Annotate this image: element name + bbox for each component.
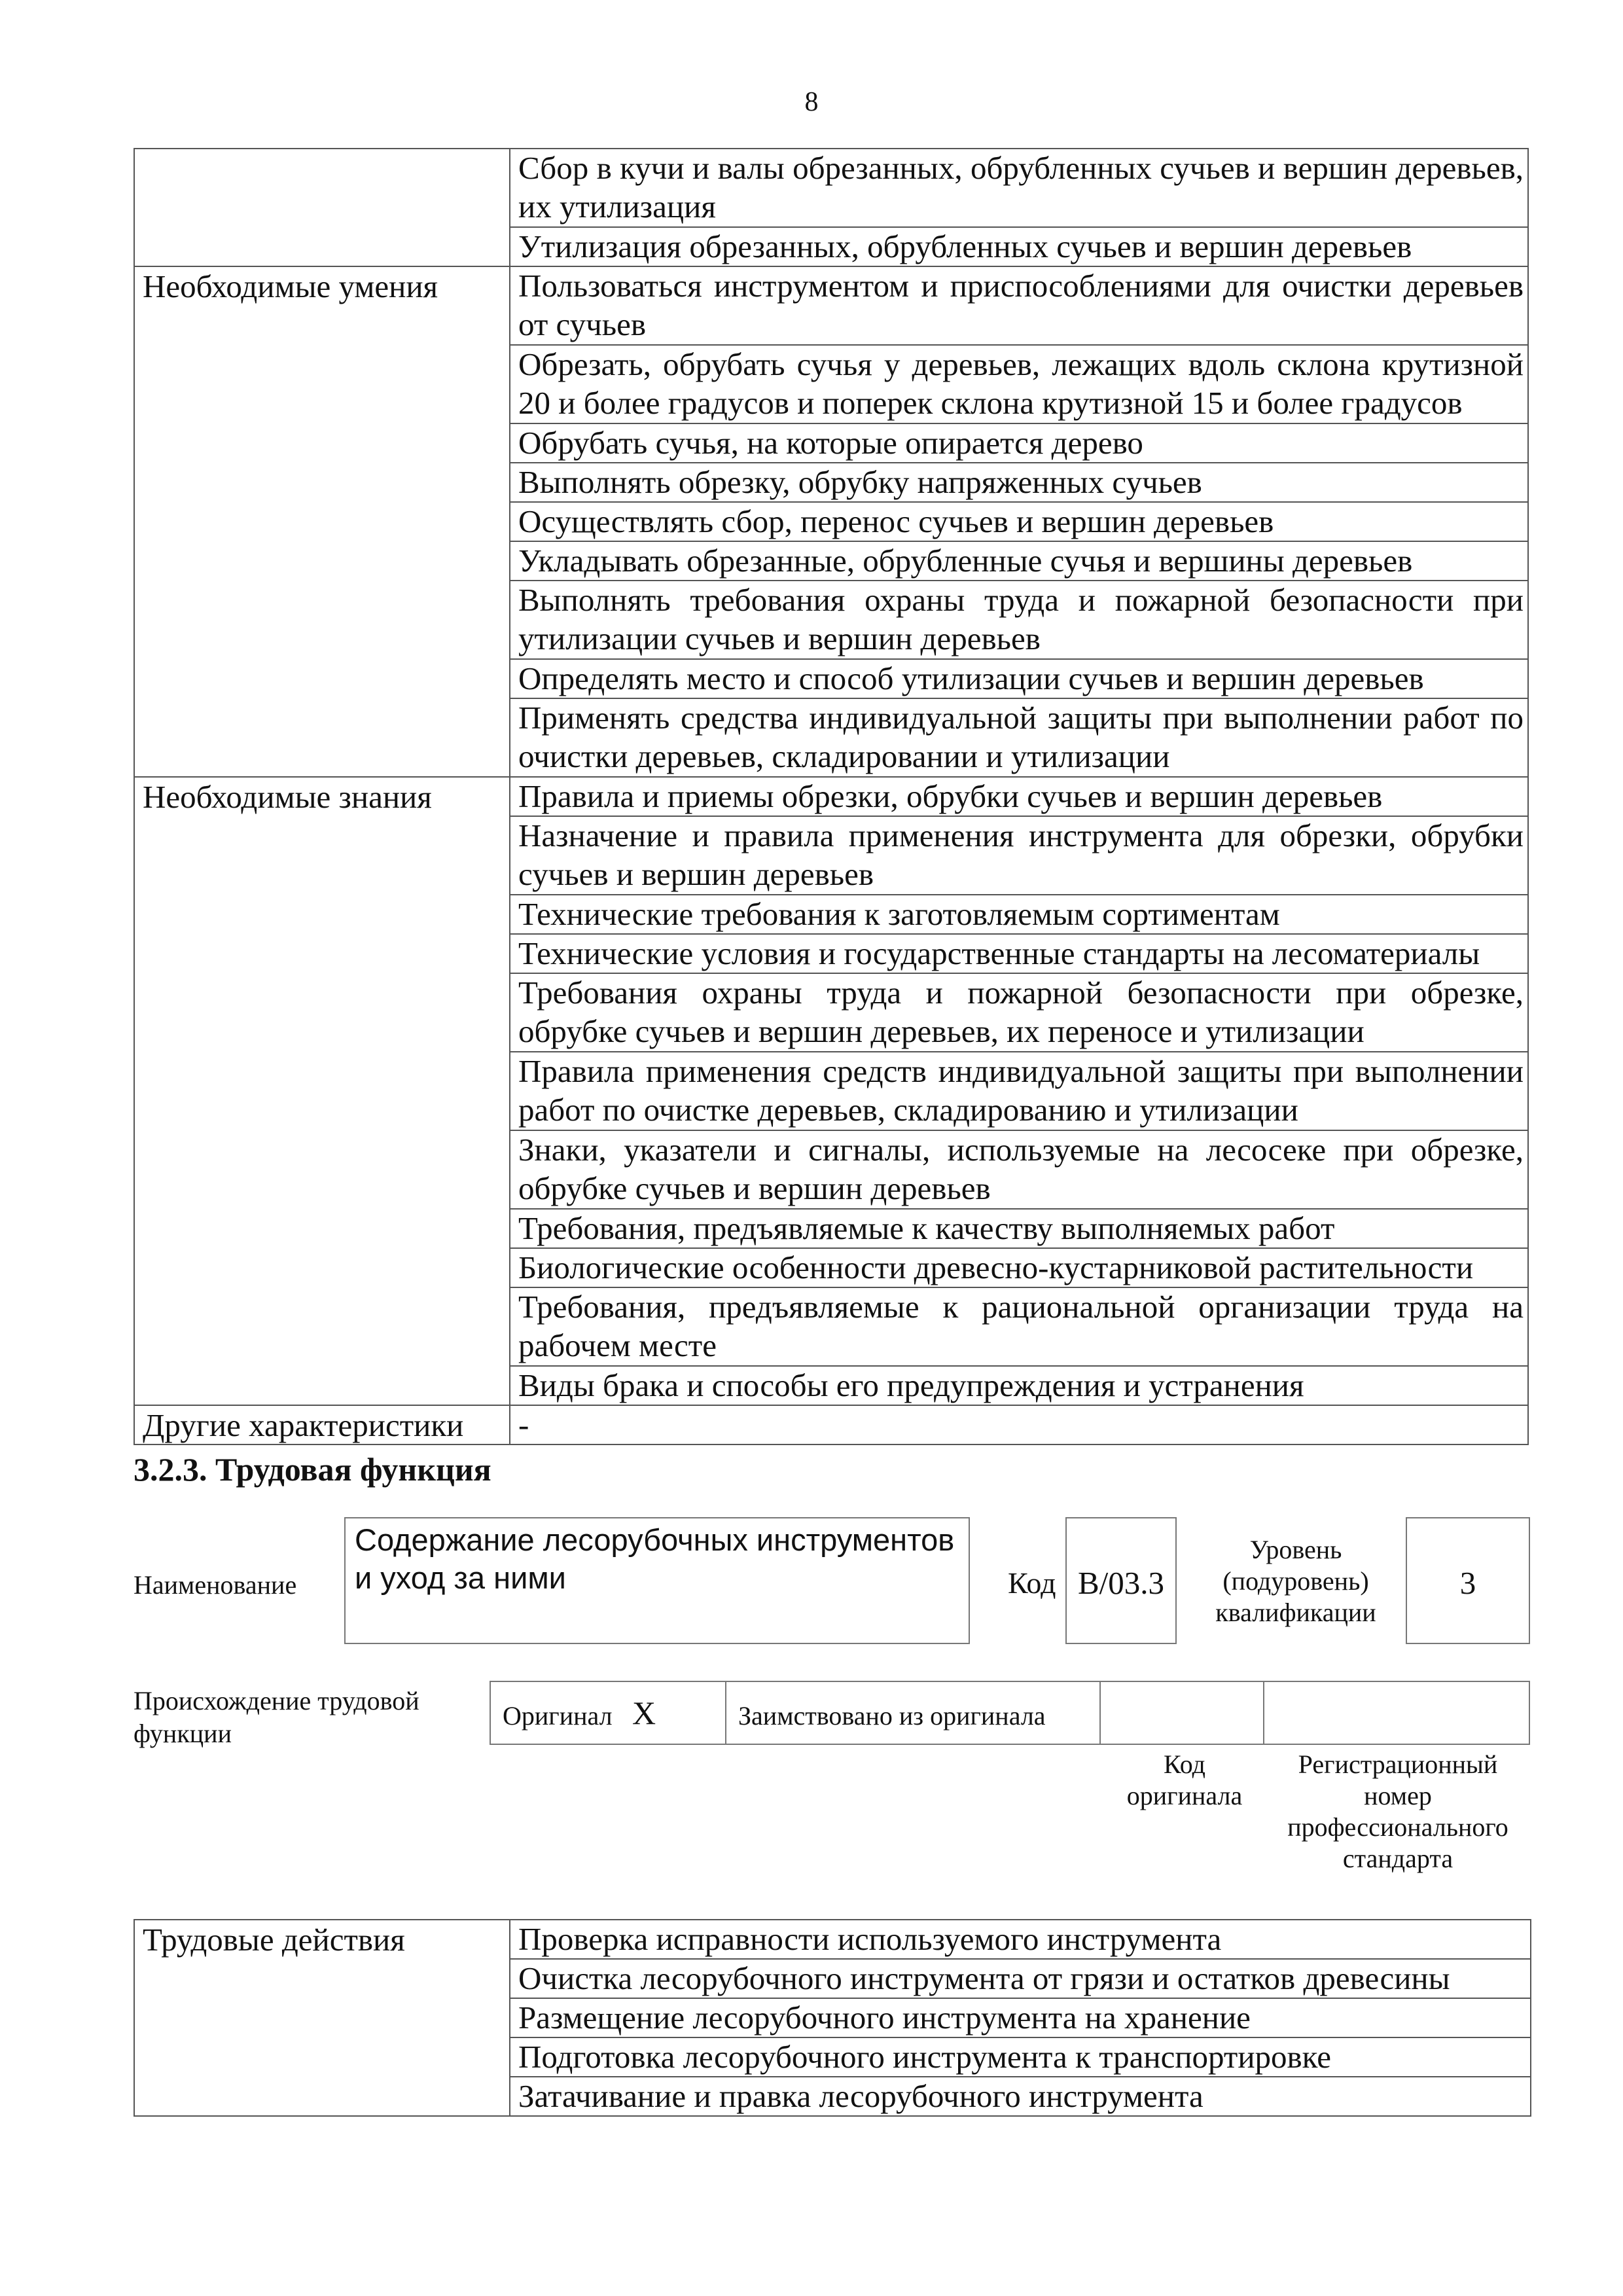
name-value: Содержание лесорубочных инструментов и уход за ними [355, 1522, 955, 1595]
table-row [134, 1920, 1531, 1959]
list-item: Утилизация обрезанных, обрубленных сучьев и вершин деревьев [510, 227, 1528, 266]
list-item: Укладывать обрезанные, обрубленные сучья и вершины деревьев [510, 541, 1528, 581]
list-item: Выполнять требования охраны труда и пожарной безопасности при утилизации сучьев и вершин деревьев [510, 581, 1528, 659]
list-item: Обрезать, обрубать сучья у деревьев, лежащих вдоль склона крутизной 20 и более градусов и поперек склона крутизной 15 и более градусов [510, 345, 1528, 423]
original-mark: X [632, 1695, 656, 1731]
list-item: Виды брака и способы его предупреждения и устранения [510, 1366, 1528, 1405]
requirements-table [134, 148, 1529, 1445]
list-item: Размещение лесорубочного инструмента на хранение [510, 1998, 1531, 2037]
code-value: B/03.3 [1077, 1565, 1165, 1601]
list-item: Требования, предъявляемые к рациональной организации труда на рабочем месте [510, 1287, 1528, 1366]
labour-actions-table [134, 1919, 1531, 2117]
code-box [1065, 1517, 1177, 1644]
reg-number-caption: Регистрационный номер профессионального стандарта [1287, 1749, 1508, 1873]
table-row [134, 777, 1528, 816]
borrowed-label: Заимствовано из оригинала [738, 1701, 1046, 1731]
list-item: Определять место и способ утилизации сучьев и вершин деревьев [510, 659, 1528, 698]
code-original-caption: Код оригинала [1126, 1749, 1243, 1810]
list-item: Очистка лесорубочного инструмента от грязи и остатков древесины [510, 1959, 1531, 1998]
list-item: - [510, 1405, 1528, 1444]
list-item: Требования, предъявляемые к качеству выполняемых работ [510, 1209, 1528, 1248]
list-item: Подготовка лесорубочного инструмента к транспортировке [510, 2037, 1531, 2077]
row-label-other: Другие характеристики [134, 1405, 510, 1444]
code-label: Код [1008, 1566, 1056, 1600]
list-item: Проверка исправности используемого инструмента [510, 1920, 1531, 1959]
table-row [134, 1405, 1528, 1444]
divider [1263, 1681, 1264, 1744]
list-item: Пользоваться инструментом и приспособлениями для очистки деревьев от сучьев [510, 266, 1528, 345]
list-item: Осуществлять сбор, перенос сучьев и вершин деревьев [510, 502, 1528, 541]
list-item: Правила и приемы обрезки, обрубки сучьев и вершин деревьев [510, 777, 1528, 816]
list-item: Применять средства индивидуальной защиты при выполнении работ по очистки деревьев, складировании и утилизации [510, 698, 1528, 777]
list-item: Назначение и правила применения инструмента для обрезки, обрубки сучьев и вершин деревьев [510, 816, 1528, 895]
list-item: Биологические особенности древесно-кустарниковой растительности [510, 1248, 1528, 1287]
level-value: 3 [1459, 1565, 1476, 1601]
row-label-skills: Необходимые умения [134, 266, 510, 777]
divider [725, 1681, 726, 1744]
table-row [134, 266, 1528, 345]
row-label-knowledge: Необходимые знания [134, 777, 510, 1405]
list-item: Правила применения средств индивидуальной защиты при выполнении работ по очистке деревьев, складированию и утилизации [510, 1052, 1528, 1130]
table-row [134, 149, 1528, 227]
row-label [134, 149, 510, 266]
original-label: Оригинал [503, 1701, 613, 1731]
name-label: Наименование [134, 1570, 297, 1600]
level-label: Уровень (подуровень) квалификации [1215, 1535, 1376, 1627]
section-title: 3.2.3. Трудовая функция [134, 1451, 491, 1488]
list-item: Сбор в кучи и валы обрезанных, обрубленных сучьев и вершин деревьев, их утилизация [510, 149, 1528, 227]
level-box [1406, 1517, 1530, 1644]
list-item: Обрубать сучья, на которые опирается дерево [510, 423, 1528, 463]
list-item: Технические условия и государственные стандарты на лесоматериалы [510, 934, 1528, 973]
list-item: Технические требования к заготовляемым сортиментам [510, 895, 1528, 934]
page-number: 8 [804, 87, 819, 117]
list-item: Требования охраны труда и пожарной безопасности при обрезке, обрубке сучьев и вершин деревьев, их переносе и утилизации [510, 973, 1528, 1052]
origin-label: Происхождение трудовой функции [134, 1686, 419, 1748]
row-label-actions: Трудовые действия [134, 1920, 510, 2116]
list-item: Затачивание и правка лесорубочного инструмента [510, 2077, 1531, 2116]
list-item: Выполнять обрезку, обрубку напряженных сучьев [510, 463, 1528, 502]
name-box [344, 1517, 970, 1644]
list-item: Знаки, указатели и сигналы, используемые на лесосеке при обрезке, обрубке сучьев и вершин деревьев [510, 1130, 1528, 1209]
divider [1099, 1681, 1101, 1744]
